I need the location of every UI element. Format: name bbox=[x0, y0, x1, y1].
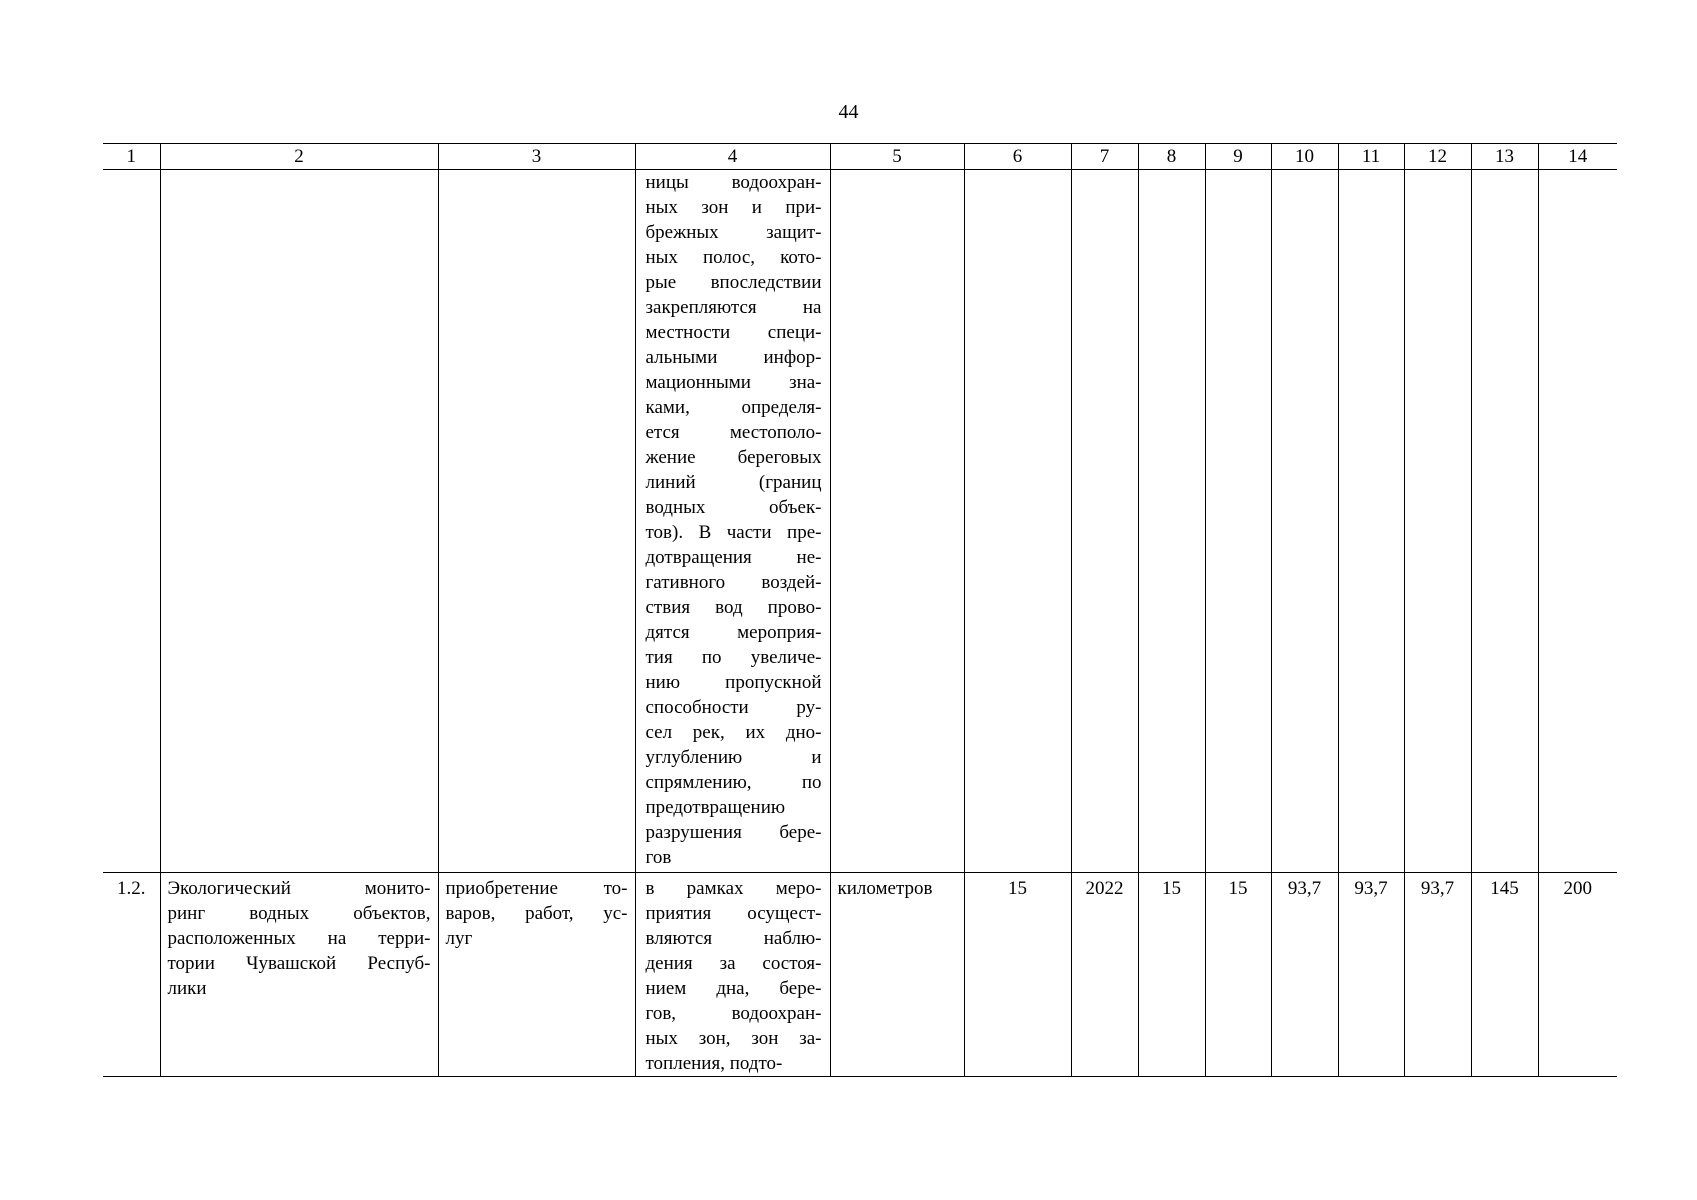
cell-col-10: 93,7 bbox=[1271, 873, 1338, 1077]
text-line: нием дна, бере- bbox=[645, 978, 822, 999]
cell-cont-9 bbox=[1205, 170, 1271, 873]
text-line: лики bbox=[167, 978, 207, 999]
column-header-14: 14 bbox=[1538, 144, 1617, 170]
expense-type-lines bbox=[446, 876, 628, 951]
cell-measure-name bbox=[160, 873, 438, 1077]
text-line: в рамках меро- bbox=[645, 878, 822, 899]
cell-col-11: 93,7 bbox=[1338, 873, 1404, 1077]
text-line: линий (границ bbox=[645, 472, 822, 493]
text-line: приятия осущест- bbox=[645, 903, 822, 924]
text-line: дотвращения не- bbox=[645, 547, 822, 568]
text-line: варов, работ, ус- bbox=[445, 903, 628, 924]
text-line: ных зон, зон за- bbox=[645, 1028, 822, 1049]
cell-number: 1.2. bbox=[103, 873, 160, 1077]
text-line: предотвращению bbox=[645, 797, 786, 818]
text-line: местности специ- bbox=[645, 322, 822, 343]
text-line: альными инфор- bbox=[645, 347, 822, 368]
text-line: дения за состоя- bbox=[645, 953, 822, 974]
text-line: тов). В части пре- bbox=[645, 522, 822, 543]
text-line: луг bbox=[445, 928, 473, 949]
cell-cont-5 bbox=[830, 170, 964, 873]
text-line: ницы водоохран- bbox=[645, 172, 822, 193]
text-line: ется местополо- bbox=[645, 422, 822, 443]
cell-col-8: 15 bbox=[1138, 873, 1205, 1077]
text-line: закрепляются на bbox=[645, 297, 822, 318]
text-line: ных зон и при- bbox=[645, 197, 822, 218]
cell-col-14: 200 bbox=[1538, 873, 1617, 1077]
text-line: способности ру- bbox=[645, 697, 822, 718]
column-header-9: 9 bbox=[1205, 144, 1271, 170]
cell-col-13: 145 bbox=[1471, 873, 1538, 1077]
text-line: рые впоследствии bbox=[645, 272, 822, 293]
column-header-5: 5 bbox=[830, 144, 964, 170]
cell-cont-13 bbox=[1471, 170, 1538, 873]
text-line: мационными зна- bbox=[645, 372, 822, 393]
text-line: водных объек- bbox=[645, 497, 822, 518]
text-line: дятся мероприя- bbox=[645, 622, 822, 643]
cell-cont-14 bbox=[1538, 170, 1617, 873]
text-line: ных полос, кото- bbox=[645, 247, 822, 268]
text-line: сел рек, их дно- bbox=[645, 722, 822, 743]
column-header-12: 12 bbox=[1404, 144, 1471, 170]
text-line: ками, определя- bbox=[645, 397, 822, 418]
text-line: гов bbox=[645, 847, 672, 868]
text-line: гов, водоохран- bbox=[645, 1003, 822, 1024]
text-line: ринг водных объектов, bbox=[167, 903, 431, 924]
text-line: приобретение то- bbox=[445, 878, 628, 899]
cell-cont-11 bbox=[1338, 170, 1404, 873]
text-line: нию пропускной bbox=[645, 672, 822, 693]
column-header-3: 3 bbox=[438, 144, 635, 170]
column-header-1: 1 bbox=[103, 144, 160, 170]
text-line: тории Чувашской Респуб- bbox=[167, 953, 431, 974]
table-row-1-2 bbox=[103, 873, 1617, 1077]
text-line: углублению и bbox=[645, 747, 822, 768]
cell-col-9: 15 bbox=[1205, 873, 1271, 1077]
text-line: расположенных на терри- bbox=[167, 928, 431, 949]
description-lines bbox=[646, 170, 822, 870]
table-row-continuation bbox=[103, 170, 1617, 873]
program-table bbox=[103, 143, 1617, 1077]
cell-col-12: 93,7 bbox=[1404, 873, 1471, 1077]
text-line: топления, подто- bbox=[645, 1053, 783, 1074]
cell-unit: километров bbox=[830, 873, 964, 1077]
column-header-4: 4 bbox=[635, 144, 830, 170]
column-header-13: 13 bbox=[1471, 144, 1538, 170]
text-line: жение береговых bbox=[645, 447, 822, 468]
text-line: спрямлению, по bbox=[645, 772, 822, 793]
column-header-11: 11 bbox=[1338, 144, 1404, 170]
cell-cont-2 bbox=[160, 170, 438, 873]
measure-name-lines bbox=[168, 876, 431, 1001]
column-header-8: 8 bbox=[1138, 144, 1205, 170]
cell-col-6: 15 bbox=[964, 873, 1071, 1077]
cell-cont-1 bbox=[103, 170, 160, 873]
header-row bbox=[103, 144, 1617, 170]
measure-description-lines bbox=[646, 876, 822, 1076]
column-header-2: 2 bbox=[160, 144, 438, 170]
text-line: вляются наблю- bbox=[645, 928, 822, 949]
cell-cont-7 bbox=[1071, 170, 1138, 873]
text-line: тия по увеличе- bbox=[645, 647, 822, 668]
cell-year: 2022 bbox=[1071, 873, 1138, 1077]
cell-cont-description bbox=[635, 170, 830, 873]
cell-cont-8 bbox=[1138, 170, 1205, 873]
text-line: Экологический монито- bbox=[167, 878, 431, 899]
cell-cont-6 bbox=[964, 170, 1071, 873]
column-header-7: 7 bbox=[1071, 144, 1138, 170]
text-line: гативного воздей- bbox=[645, 572, 822, 593]
column-header-6: 6 bbox=[964, 144, 1071, 170]
cell-measure-description bbox=[635, 873, 830, 1077]
cell-expense-type bbox=[438, 873, 635, 1077]
text-line: ствия вод прово- bbox=[645, 597, 822, 618]
cell-cont-12 bbox=[1404, 170, 1471, 873]
text-line: разрушения бере- bbox=[645, 822, 822, 843]
column-header-10: 10 bbox=[1271, 144, 1338, 170]
text-line: брежных защит- bbox=[645, 222, 822, 243]
cell-cont-3 bbox=[438, 170, 635, 873]
cell-cont-10 bbox=[1271, 170, 1338, 873]
page-number: 44 bbox=[838, 101, 859, 123]
